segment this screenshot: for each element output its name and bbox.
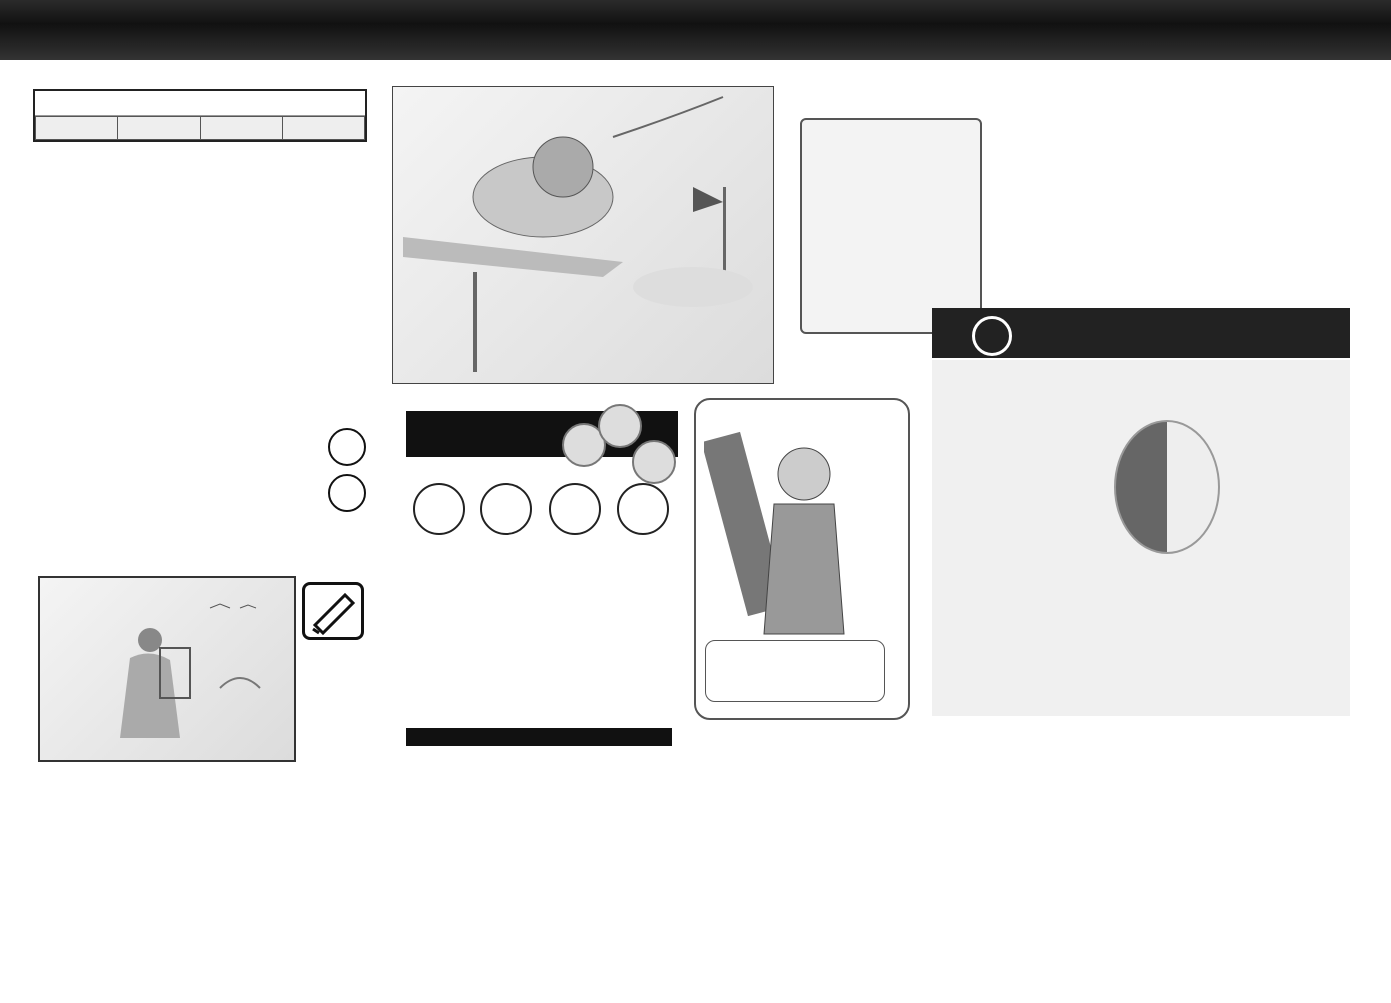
gate-number-table <box>33 89 367 142</box>
scholar-drawing <box>40 578 294 760</box>
top-decor-strip <box>0 63 1391 85</box>
table-caption <box>35 91 365 116</box>
recent-results-title <box>406 728 672 746</box>
header-bar <box>0 0 1391 60</box>
scholar-illustration <box>38 576 296 762</box>
results-dot-grid <box>676 728 1366 968</box>
target-icon <box>972 316 1012 356</box>
poem-scroll <box>800 118 982 334</box>
fortune-hint-box <box>705 640 885 702</box>
col-header <box>118 117 200 140</box>
badge <box>598 404 642 448</box>
code-ball <box>480 483 532 535</box>
lion-illustration <box>392 86 774 384</box>
code-ball <box>413 483 465 535</box>
left-decor-strip <box>0 86 22 979</box>
boy-figure <box>704 414 854 654</box>
hidden-meaning-bar <box>932 308 1350 358</box>
faded-schedule-block <box>404 605 674 715</box>
col-header <box>282 117 364 140</box>
lion-drawing <box>393 87 773 383</box>
code-ball <box>617 483 669 535</box>
col-header <box>200 117 282 140</box>
code-ball <box>549 483 601 535</box>
pencil-icon <box>302 582 364 640</box>
cold-number-ball <box>328 474 366 512</box>
col-header <box>36 117 118 140</box>
bottom-decor-strip <box>0 981 1391 1003</box>
right-decor-strip <box>1368 86 1390 979</box>
cold-number-ball <box>328 428 366 466</box>
badge <box>632 440 676 484</box>
taiji-icon <box>1114 420 1220 554</box>
